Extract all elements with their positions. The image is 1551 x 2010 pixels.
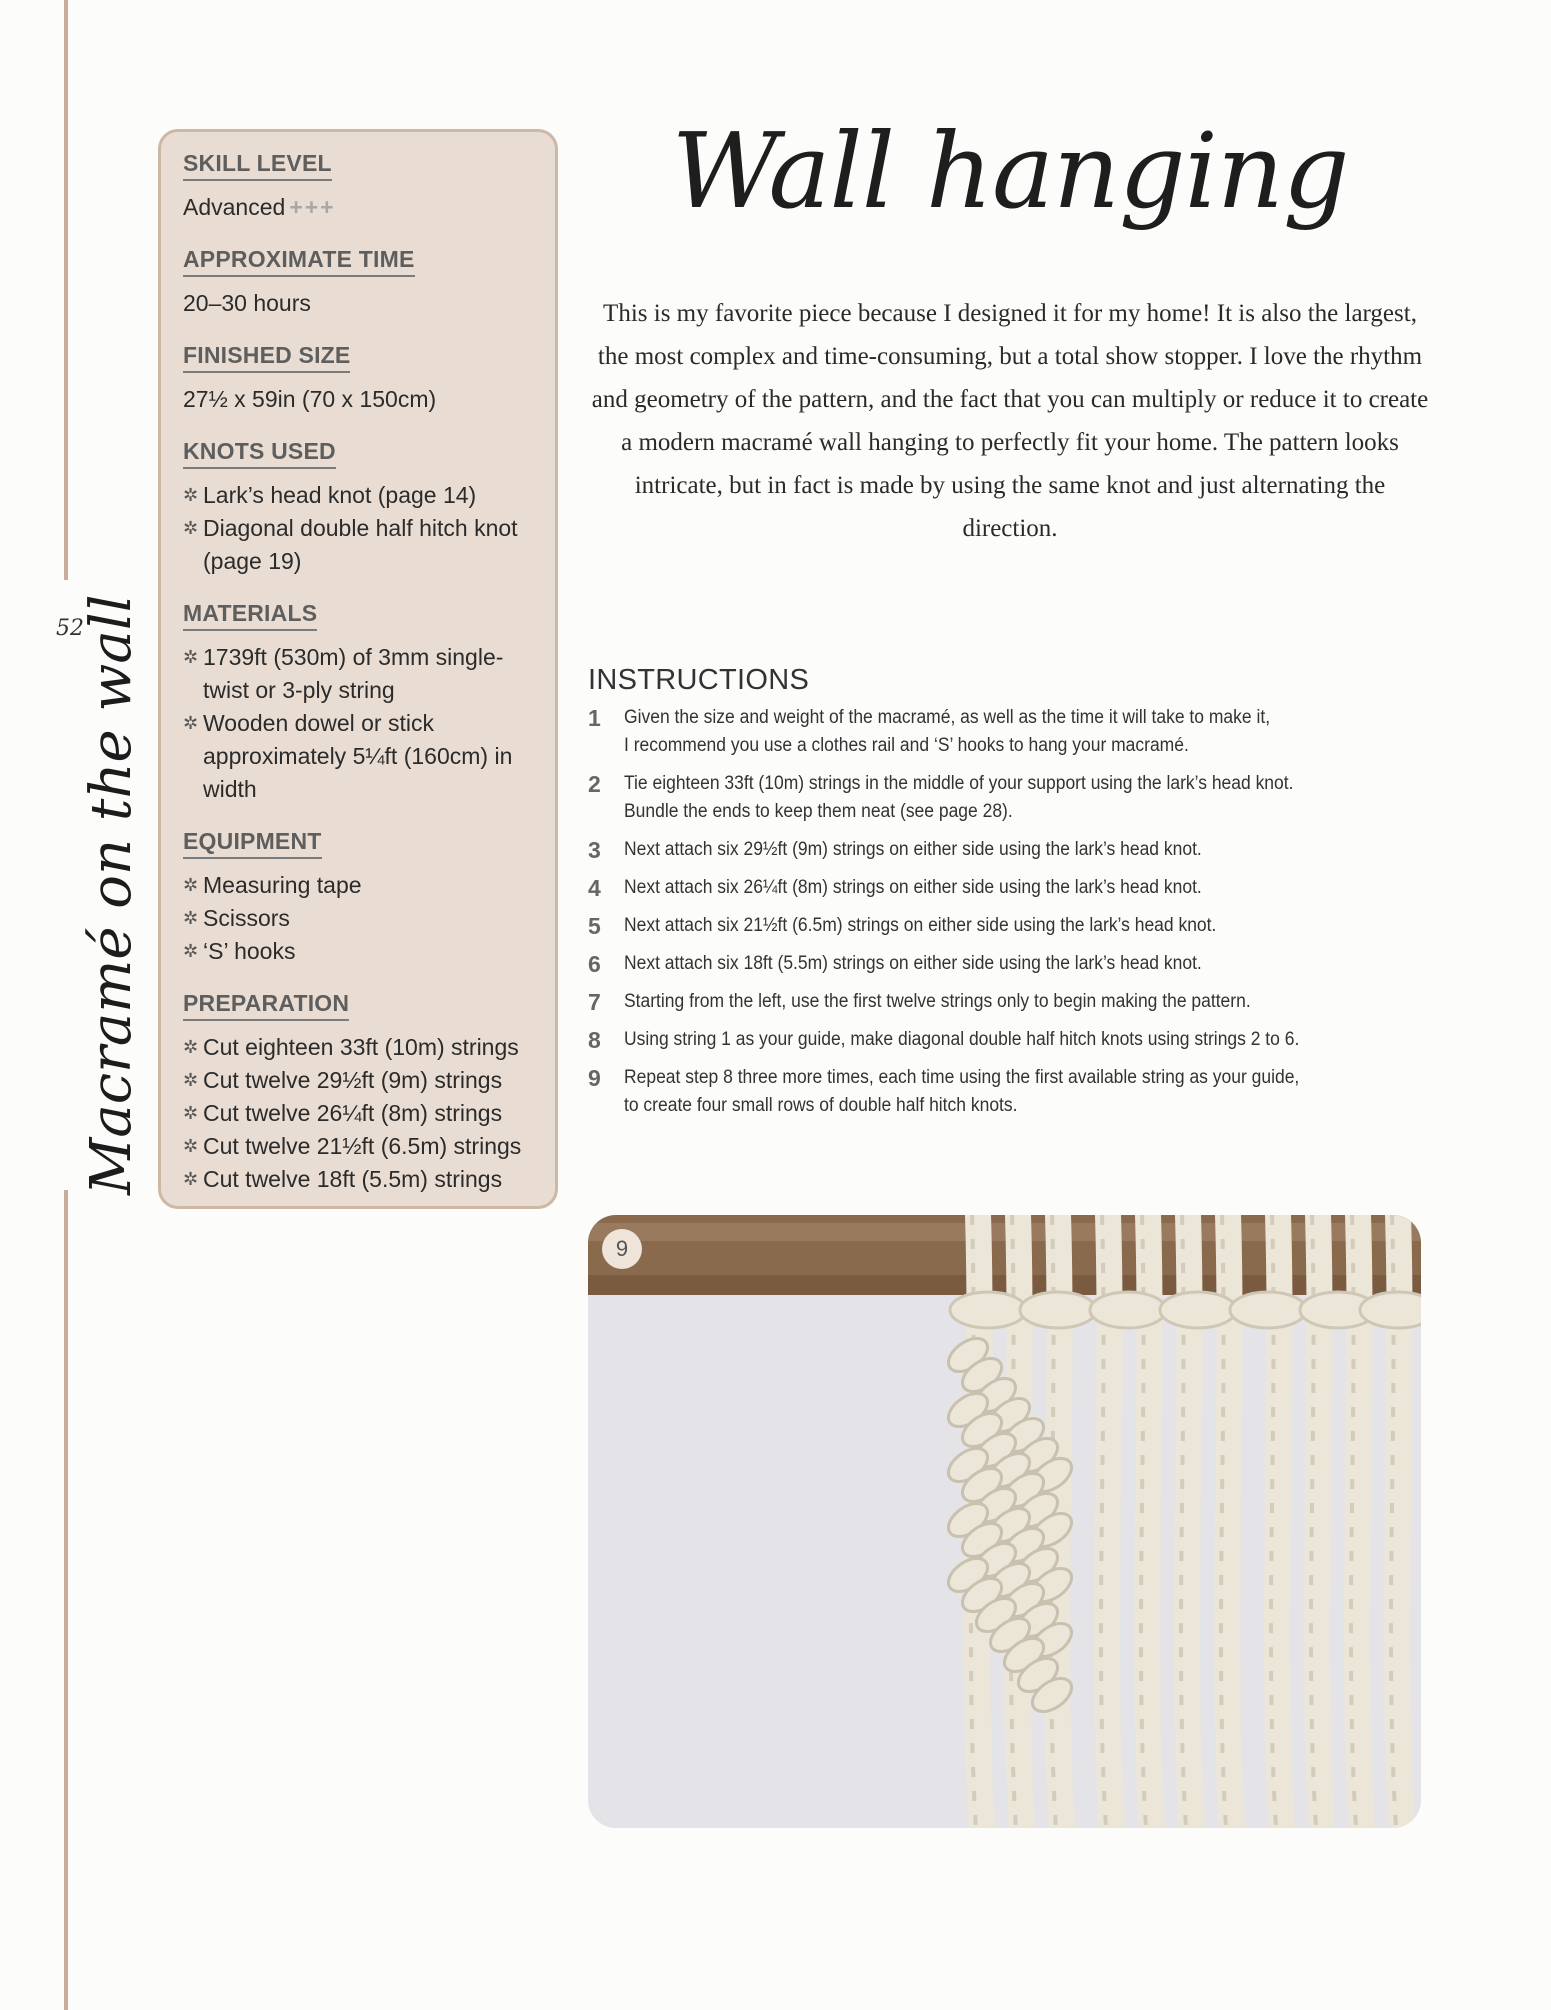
bullet-icon: ✲ [183, 485, 199, 505]
bullet-icon: ✲ [183, 908, 199, 928]
larks-head-knot [1090, 1292, 1166, 1328]
spine-line-bottom [64, 1190, 68, 2010]
step-number: 8 [588, 1027, 601, 1053]
materials-heading: MATERIALS [183, 600, 317, 631]
step-text-line: Given the size and weight of the macramé, as well as the time it will take to make it, [624, 707, 1271, 728]
materials-list [183, 641, 535, 806]
step-text-line: Next attach six 18ft (5.5m) strings on either side using the lark’s head knot. [624, 953, 1202, 974]
step-text [624, 836, 1373, 864]
dowel-highlight [588, 1223, 1421, 1241]
list-item-text: 1739ft (530m) of 3mm single-twist or 3-ply string [203, 644, 504, 703]
macrame-illustration [588, 1215, 1421, 1828]
bullet-icon: ✲ [183, 518, 199, 538]
larks-head-knot [950, 1292, 1026, 1328]
list-item [183, 1163, 535, 1196]
bullet-icon: ✲ [183, 1070, 199, 1090]
instruction-step [588, 1064, 1438, 1120]
instruction-step [588, 950, 1438, 978]
step-text-line: Next attach six 26¼ft (8m) strings on either side using the lark’s head knot. [624, 877, 1202, 898]
step-text-line: Next attach six 29½ft (9m) strings on either side using the lark’s head knot. [624, 839, 1202, 860]
list-item [183, 902, 535, 935]
step-number: 2 [588, 771, 601, 797]
step-text [624, 988, 1373, 1016]
step-text-line: to create four small rows of double half hitch knots. [624, 1095, 1018, 1116]
step-text-line: Bundle the ends to keep them neat (see page 28). [624, 801, 1013, 822]
step-number: 3 [588, 837, 601, 863]
instruction-step [588, 1026, 1438, 1054]
list-item-text: Cut twelve 18ft (5.5m) strings [203, 1166, 503, 1192]
step-text [624, 950, 1373, 978]
list-item-text: Cut twelve 29½ft (9m) strings [203, 1067, 503, 1093]
spine-line-top [64, 0, 68, 580]
instruction-step [588, 836, 1438, 864]
list-item-text: Cut twelve 21½ft (6.5m) strings [203, 1133, 522, 1159]
time-section [183, 246, 535, 320]
step-text-line: Starting from the left, use the first twelve strings only to begin making the pattern. [624, 991, 1251, 1012]
knots-section [183, 438, 535, 578]
page-number: 52 [56, 616, 84, 641]
step-text-line: I recommend you use a clothes rail and ‘S’ hooks to hang your macramé. [624, 735, 1189, 756]
dowel-shadow [588, 1275, 1421, 1295]
instruction-step [588, 704, 1438, 760]
step-text [624, 704, 1373, 760]
knots-heading: KNOTS USED [183, 438, 336, 469]
bullet-icon: ✲ [183, 1136, 199, 1156]
bullet-icon: ✲ [183, 713, 199, 733]
step-number: 1 [588, 705, 601, 731]
step-9-photo [588, 1215, 1421, 1828]
size-section [183, 342, 535, 416]
step-text-line: Tie eighteen 33ft (10m) strings in the middle of your support using the lark’s head knot. [624, 773, 1294, 794]
size-heading: FINISHED SIZE [183, 342, 350, 373]
list-item-text: Wooden dowel or stick approximately 5¼ft (160cm) in width [203, 710, 513, 802]
chapter-title: Macramé on the wall [79, 594, 144, 1195]
larks-head-knot [1020, 1292, 1096, 1328]
step-number: 7 [588, 989, 601, 1015]
list-item-text: Diagonal double half hitch knot (page 19) [203, 515, 518, 574]
intro-paragraph: This is my favorite piece because I designed it for my home! It is also the largest, the most complex and time-consuming, but a total show stopper. I love the rhythm and geometry of the pattern, and the fact that you can multiply or reduce it to create a modern macramé wall hanging to perfectly fit your home. The pattern looks intricate, but in fact is made by using the same knot and just alternating the direction. [591, 300, 1429, 542]
step-number: 5 [588, 913, 601, 939]
step-number: 9 [588, 1065, 601, 1091]
skill-level-section [183, 150, 535, 224]
bullet-icon: ✲ [183, 1169, 199, 1189]
step-text [624, 874, 1373, 902]
bullet-icon: ✲ [183, 1037, 199, 1057]
step-text [624, 1064, 1373, 1120]
larks-head-knot [1230, 1292, 1306, 1328]
time-value: 20–30 hours [183, 290, 311, 316]
bullet-icon: ✲ [183, 941, 199, 961]
size-value: 27½ x 59in (70 x 150cm) [183, 386, 437, 412]
list-item [183, 1097, 535, 1130]
bullet-icon: ✲ [183, 647, 199, 667]
list-item [183, 479, 535, 512]
list-item [183, 1064, 535, 1097]
list-item-text: Measuring tape [203, 872, 362, 898]
instruction-step [588, 912, 1438, 940]
step-text [624, 1026, 1373, 1054]
list-item-text: Lark’s head knot (page 14) [203, 482, 477, 508]
list-item-text: ‘S’ hooks [203, 938, 296, 964]
equipment-list [183, 869, 535, 968]
step-text [624, 770, 1373, 826]
skill-level-text: Advanced [183, 194, 286, 220]
step-text-line: Using string 1 as your guide, make diagonal double half hitch knots using strings 2 to 6. [624, 1029, 1300, 1050]
materials-section [183, 600, 535, 806]
list-item [183, 869, 535, 902]
instructions-heading: INSTRUCTIONS [588, 664, 810, 696]
skill-level-marks: +++ [289, 194, 336, 220]
instruction-step [588, 770, 1438, 826]
step-number: 6 [588, 951, 601, 977]
step-text-line: Next attach six 21½ft (6.5m) strings on either side using the lark’s head knot. [624, 915, 1217, 936]
preparation-heading: PREPARATION [183, 990, 349, 1021]
preparation-section [183, 990, 535, 1196]
larks-head-knot [1360, 1292, 1421, 1328]
list-item-text: Cut eighteen 33ft (10m) strings [203, 1034, 519, 1060]
step-text [624, 912, 1373, 940]
list-item [183, 707, 535, 806]
larks-head-knot [1160, 1292, 1236, 1328]
list-item [183, 1130, 535, 1163]
instruction-steps [588, 704, 1438, 1130]
step-text-line: Repeat step 8 three more times, each time using the first available string as your guide, [624, 1067, 1300, 1088]
bullet-icon: ✲ [183, 875, 199, 895]
project-info-box [158, 129, 558, 1209]
instruction-step [588, 988, 1438, 1016]
equipment-heading: EQUIPMENT [183, 828, 322, 859]
list-item-text: Cut twelve 26¼ft (8m) strings [203, 1100, 503, 1126]
skill-level-heading: SKILL LEVEL [183, 150, 332, 181]
time-heading: APPROXIMATE TIME [183, 246, 415, 277]
list-item-text: Scissors [203, 905, 290, 931]
list-item [183, 512, 535, 578]
page-title: Wall hanging [671, 110, 1349, 232]
photo-step-badge: 9 [602, 1229, 642, 1269]
knots-list [183, 479, 535, 578]
bullet-icon: ✲ [183, 1103, 199, 1123]
skill-level-value [183, 191, 535, 224]
list-item [183, 1031, 535, 1064]
equipment-section [183, 828, 535, 968]
step-number: 4 [588, 875, 601, 901]
list-item [183, 641, 535, 707]
list-item [183, 935, 535, 968]
instruction-step [588, 874, 1438, 902]
preparation-list [183, 1031, 535, 1196]
